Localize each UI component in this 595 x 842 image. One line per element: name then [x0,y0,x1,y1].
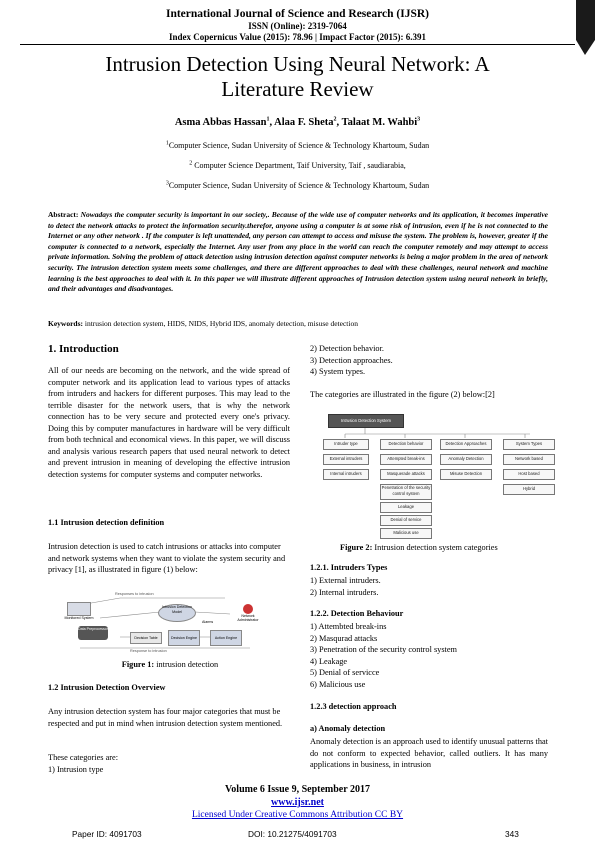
behaviour-item-4: 4) Leakage [310,656,348,666]
internal-intruders-box: Internal intruders [323,469,369,480]
author-list: Asma Abbas Hassan$^1$, Alaa F. Sheta$^2$, Talaat M. Wahbi$^3$ [174,116,421,128]
footer-url-link[interactable]: www.ijsr.net [271,797,324,808]
detection-behavior-head: Detection behavior [380,439,432,450]
intruder-type-head: Intruder type [323,439,369,450]
intro-paragraph: All of our needs are becoming on the network, and the wide spread of computer network and its application lead to various types of attacks from intruders and hackers for different purposes. This may lead to the terrible disaster for the network users, that is why the network connection has to be very secure and protected every one's privacy. Doing this by computer manufactures in hardware will be very difficult from both technical and economical views. In this paper, we will discuss and analysis various research papers that used neural network to detect and prevent intrusion in meaning of developing the effective intrusion detection systems for computer systems and computer networks. [48,366,290,479]
detection-approaches-head: Detection Approaches [440,439,492,450]
abstract-text: Nowadays the computer security is important in our society,. Because of the wide use of computer networks and its application, it becomes imperative to detect the network attacks to protect the information security.therefor, anyone using a computer is at some risk of intrusion, even if he is not connected to the Internet or any other network . If the computer is left unattended, any person can attempt to access and misuse the system. The problem is, however, greater if the computer is connected to a network, especially the Internet. Any user from any place in the world can reach the computer remotely and may attempt to access private information. Solving the problem of attack detection using intrusion detection against computer networks is being a major problem in the area of network security. The intrusion detection system meets some challenges, and there are different approaches to deal with these challenges, neural network and machine learning is the best approaches to deal with it. In this paper we will illustrate different approaches of Intrusion detection system using neural network in briefly, and their advantages and disadvantages. [48,210,549,294]
subsection-1-2-2-heading: 1.2.2. Detection Behaviour [310,609,404,618]
monitored-label: Monitored System [64,616,94,620]
figure-1-caption-text: intrusion detection [154,660,219,669]
figure-2-diagram [320,412,560,538]
category-item-3: 3) Detection approaches. [310,355,393,365]
figure-1-diagram [60,592,290,654]
monitored-system-node [62,602,96,620]
abstract-label: Abstract: [48,210,79,219]
host-based-box: Host based [503,469,555,480]
author-1-sup: 1 [266,116,270,123]
affiliation-3 [0,181,595,190]
data-preprocessor-node: Data Preprocessor [78,626,108,640]
author-1: Asma Abbas Hassan [174,117,267,128]
affiliation-3-text: Computer Science, Sudan University of Science & Technology Khartoum, Sudan [168,181,430,190]
system-types-head: System Types [503,439,555,450]
paper-title [40,52,555,102]
figure-2-caption-text: Intrusion detection system categories [372,543,498,552]
admin-person-icon [243,604,253,614]
penetration-box: Penetration of the security control system [380,484,432,500]
behaviour-item-6: 6) Malicious use [310,679,366,689]
admin-node [232,604,264,624]
denial-of-service-box: Denial of service [380,515,432,526]
figure-2-intro: The categories are illustrated in the figure (2) below:[2] [310,390,495,399]
network-based-box: Network based [503,454,555,465]
keywords-text: intrusion detection system, HIDS, NIDS, Hybrid IDS, anomaly detection, misuse detection [84,319,358,328]
affiliation-2-text: Computer Science Department, Taif University, Taif , saudiarabia, [192,161,406,170]
behaviour-item-5: 5) Denial of servicce [310,668,380,677]
behaviour-item-3: 3) Penetration of the security control system [310,645,458,654]
subsection-1-2-paragraph: Any intrusion detection system has four major categories that must be respected and put in mind when intrusion detection system mentioned. [48,707,283,728]
decision-engine-node: Decision Engine [168,630,200,646]
subsection-1-1-heading: 1.1 Intrusion detection definition [48,518,165,527]
index-line: Index Copernicus Value (2015): 78.96 | Impact Factor (2015): 6.391 [168,32,427,42]
figure-2-caption [340,542,498,554]
figure-1-caption [48,659,292,671]
behaviour-item-2: 2) Masqurad attacks [310,633,378,643]
intruder-item-1: 1) External intruders. [310,576,381,585]
behaviour-item-1: 1) Attembted break-ins [310,622,387,631]
masquerade-attacks-box: Masquerade attacks [380,469,432,480]
affiliation-2-sup: 2 [189,160,193,167]
affiliation-1-text: Computer Science, Sudan University of Science & Technology Khartoum, Sudan [168,141,430,150]
malicious-use-box: Malicious use [380,528,432,539]
category-item-4: 4) System types. [310,367,366,376]
figure-1-label: Figure 1: [121,660,155,669]
misuse-detection-box: Misuse Detection [440,469,492,480]
affiliation-3-sup: 3 [165,180,169,187]
footer-license-link[interactable]: Licensed Under Creative Commons Attribution CC BY [191,810,404,820]
header-rule [20,44,575,45]
anomaly-detection-paragraph: Anomaly detection is an approach used to identify unusual patterns that do not conform to expected behavior, called outliers. It has many applications in business, in intrusion [310,737,548,769]
subsection-1-2-heading: 1.2 Intrusion Detection Overview [48,683,166,692]
subsection-1-2-1-heading: 1.2.1. Intruders Types [310,563,388,572]
figure-1-bottom-label: Response to intrusion [130,649,167,653]
subsection-1-1-paragraph: Intrusion detection is used to catch intrusions or attacks into computer and network systems when they want to violate the system security and privacy [1], as illustrated in figure (1) below: [48,542,286,574]
id-model-node: Intrusion Detection Model [158,604,196,622]
intruder-item-2: 2) Internal intruders. [310,587,379,597]
action-engine-node: Action Engine [210,630,242,646]
footer-doi: DOI: 10.21275/4091703 [248,829,337,839]
hybrid-box: Hybrid [503,484,555,495]
author-3: Talaat M. Wahbi [341,117,418,128]
affiliation-1 [0,141,595,150]
abstract [48,210,548,295]
anomaly-detection-box: Anomaly Detection [440,454,492,465]
footer-page-number: 343 [505,829,519,839]
figure-1-top-label: Responses to intrusion [115,592,154,596]
affiliation-2 [0,161,595,170]
intro-heading: 1. Introduction [48,343,119,355]
attempted-breakins-box: Attempted break-ins [380,454,432,465]
anomaly-detection-heading: a) Anomaly detection [310,724,386,733]
external-intruders-box: External intruders [323,454,369,465]
footer-paper-id: Paper ID: 4091703 [72,829,142,839]
issn-line: ISSN (Online): 2319-7064 [248,21,347,31]
journal-title: International Journal of Science and Research (IJSR) [165,8,429,20]
title-line-1: Intrusion Detection Using Neural Network: A [105,52,490,76]
keywords [48,319,548,328]
admin-label: Network Administrator [237,614,259,622]
author-3-sup: 3 [417,116,421,123]
category-item-2: 2) Detection behavior. [310,344,384,353]
categories-intro: These categories are: [48,753,119,762]
category-item-1: 1) Intrusion type [48,765,104,774]
author-2: Alaa F. Sheta [274,117,334,128]
decision-table-node: Decision Table [130,632,162,644]
keywords-label: Keywords: [48,319,83,328]
title-line-2: Literature Review [221,77,374,101]
computer-icon [67,602,91,616]
ids-root-box: Intrusion Detection System [328,414,404,428]
alarms-label: Alarms [202,620,214,624]
figure-2-label: Figure 2: [340,543,373,552]
footer-volume: Volume 6 Issue 9, September 2017 [224,784,370,795]
affiliation-1-sup: 1 [165,140,169,147]
author-2-sup: 2 [333,116,337,123]
leakage-box: Leakage [380,502,432,513]
subsection-1-2-3-heading: 1.2.3 detection approach [310,702,397,711]
